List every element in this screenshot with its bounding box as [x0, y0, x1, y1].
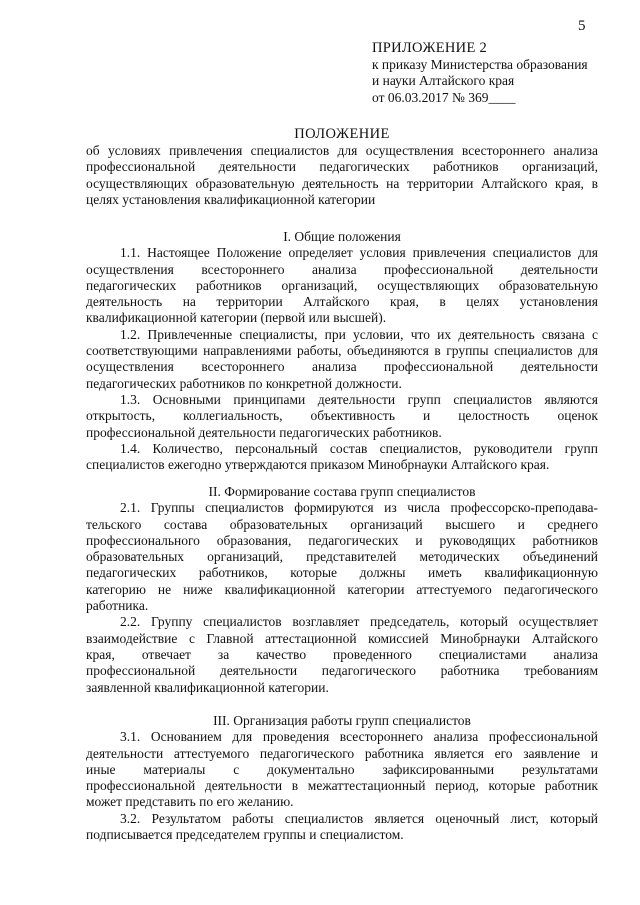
- document-title: ПОЛОЖЕНИЕ: [294, 126, 390, 142]
- paragraph-line: соответствующими направлениями работы, объединяются в группы специалистов для: [86, 343, 598, 359]
- paragraph-line: педагогических работников по конкретной должности.: [86, 375, 402, 391]
- paragraph-line: категорию не ниже квалификационной категории аттестуемого педагогического: [86, 581, 598, 597]
- paragraph-line: 1.1. Настоящее Положение определяет условия привлечения специалистов для: [120, 245, 598, 261]
- paragraph-line: 1.3. Основными принципами деятельности групп специалистов являются: [120, 391, 598, 407]
- subtitle-line: об условиях привлечения специалистов для осуществления всестороннего анализа: [86, 143, 598, 158]
- paragraph-line: педагогических работников организаций, осуществляющих образовательную: [86, 277, 598, 293]
- paragraph-line: края, отвечает за качество проведенного специалистами анализа: [86, 646, 598, 662]
- page-number: 5: [578, 18, 586, 34]
- document-subtitle: [86, 143, 598, 208]
- section-3: [86, 713, 598, 843]
- paragraph-line: деятельность на территории Алтайского края, в целях установления: [86, 294, 598, 310]
- appendix-date-line: от 06.03.2017 № 369____: [372, 89, 516, 105]
- paragraph-line: профессиональной деятельности педагогического работника требованиям: [86, 663, 598, 679]
- paragraph-line: осуществления всестороннего анализа профессиональной деятельности: [86, 261, 598, 277]
- paragraph-line: профессионального образования, педагогических и руководящих работников: [86, 532, 598, 548]
- appendix-title: ПРИЛОЖЕНИЕ 2: [372, 40, 488, 56]
- subtitle-line: осуществляющих образовательную деятельность на территории Алтайского края, в: [86, 175, 598, 191]
- paragraph-line: может представить по его желанию.: [86, 794, 294, 810]
- section-2: [86, 484, 598, 696]
- appendix-line: к приказу Министерства образования: [372, 56, 588, 72]
- paragraph-line: открытость, коллегиальность, объективность и целостность оценок: [86, 408, 598, 424]
- section-1-heading: I. Общие положения: [283, 229, 401, 244]
- paragraph-line: профессиональной деятельности в межаттестационный период, которые работник: [86, 778, 598, 794]
- paragraph-line: педагогических работников, которые должны иметь квалификационную: [86, 565, 598, 581]
- subtitle-line: целях установления квалификационной категории: [86, 191, 376, 207]
- paragraph-line: 1.4. Количество, персональный состав специалистов, руководители групп: [120, 440, 598, 456]
- section-1: [86, 229, 598, 473]
- appendix-line: и науки Алтайского края: [372, 73, 515, 88]
- section-2-heading: II. Формирование состава групп специалистов: [208, 484, 476, 499]
- paragraph-line: 2.1. Группы специалистов формируются из числа профессорско-преподава-: [120, 500, 598, 516]
- paragraph-line: 3.2. Результатом работы специалистов является оценочный лист, который: [120, 810, 598, 826]
- paragraph-line: образовательных организаций, представителей методических объединений: [86, 549, 598, 565]
- paragraph-line: осуществления всестороннего анализа профессиональной деятельности: [86, 359, 598, 375]
- paragraph-line: иные материалы с документально зафиксированными результатами: [86, 761, 598, 777]
- paragraph-line: тельского состава образовательных организаций высшего и среднего: [86, 516, 598, 532]
- paragraph-line: специалистов ежегодно утверждаются приказом Минобрнауки Алтайского края.: [86, 457, 550, 473]
- paragraph-line: взаимодействие с Главной аттестационной комиссией Минобрнауки Алтайского: [86, 630, 598, 646]
- subtitle-line: профессиональной деятельности педагогических работников организаций,: [86, 159, 598, 175]
- paragraph-line: заявленной квалификационной категории.: [86, 679, 329, 695]
- paragraph-line: 1.2. Привлеченные специалисты, при условии, что их деятельность связана с: [120, 326, 598, 342]
- paragraph-line: работника.: [86, 598, 149, 614]
- appendix-block: [372, 40, 588, 106]
- paragraph-line: 2.2. Группу специалистов возглавляет председатель, который осуществляет: [120, 614, 598, 630]
- paragraph-line: 3.1. Основанием для проведения всестороннего анализа профессиональной: [120, 729, 598, 745]
- paragraph-line: профессиональной деятельности педагогических работников.: [86, 424, 442, 440]
- paragraph-line: подписывается председателем группы и специалистом.: [86, 827, 404, 843]
- section-3-heading: III. Организация работы групп специалистов: [213, 713, 471, 728]
- paragraph-line: деятельности аттестуемого педагогического работника является его заявление и: [86, 745, 598, 761]
- paragraph-line: квалификационной категории (первой или высшей).: [86, 310, 387, 326]
